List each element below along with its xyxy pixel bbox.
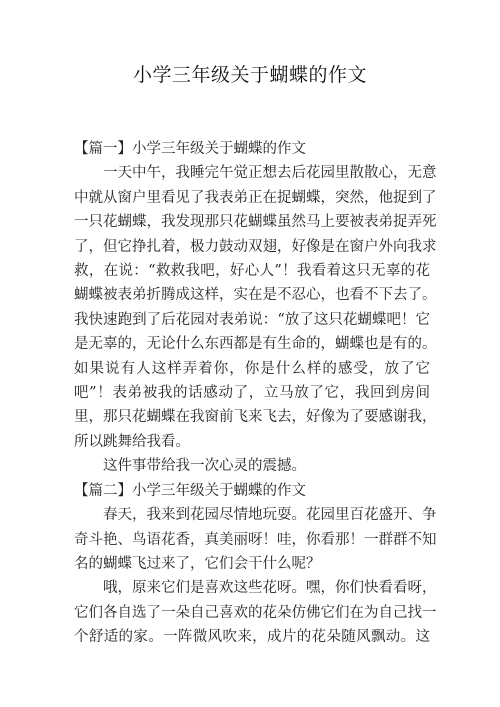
text-line: 奇斗艳、鸟语花香，真美丽呀！哇，你看那！一群群不知	[74, 531, 437, 548]
text-line: 吧”！表弟被我的话感动了，立马放了它，我回到房间	[74, 385, 430, 402]
paragraph	[74, 454, 430, 478]
text-line: 这件事带给我一次心灵的震撼。	[103, 458, 306, 475]
document-body	[74, 137, 437, 650]
text-line: 了，但它挣扎着，极力鼓动双翅，好像是在窗户外向我求	[74, 238, 437, 255]
text-line: 如果说有人这样弄着你，你是什么样的感受，放了它	[74, 360, 430, 377]
paragraph	[74, 503, 437, 576]
text-line: 中就从窗户里看见了我表弟正在捉蝴蝶，突然，他捉到了	[74, 189, 437, 206]
text-line: 我快速跑到了后花园对表弟说：“放了这只花蝴蝶吧！它	[74, 311, 430, 328]
paragraph	[74, 576, 437, 649]
text-line: 哦，原来它们是喜欢这些花呀。嘿，你们快看看呀，	[103, 580, 437, 597]
text-line: 蝴蝶被表弟折腾成这样，实在是不忍心，也看不下去了。	[74, 287, 437, 304]
text-line: 它们各自选了一朵自己喜欢的花朵仿佛它们在为自己找一	[74, 604, 437, 621]
text-line: 一只花蝴蝶，我发现那只花蝴蝶虽然马上要被表弟捉弄死	[74, 214, 437, 231]
section-header: 【篇二】小学三年级关于蝴蝶的作文	[74, 482, 306, 499]
text-line: 所以跳舞给我看。	[74, 433, 190, 450]
text-line: 春天，我来到花园尽情地玩耍。花园里百花盛开、争	[103, 507, 437, 524]
text-line: 个舒适的家。一阵微风吹来，成片的花朵随风飘动。这	[74, 629, 430, 646]
text-line: 救，在说：“救救我吧，好心人”！我看着这只无辜的花	[74, 263, 430, 280]
text-line: 一天中午，我睡完午觉正想去后花园里散散心，无意	[103, 165, 437, 182]
document-title: 小学三年级关于蝴蝶的作文	[132, 64, 367, 86]
paragraph	[74, 161, 437, 454]
text-line: 名的蝴蝶飞过来了，它们会干什么呢？	[74, 555, 321, 572]
section-header: 【篇一】小学三年级关于蝴蝶的作文	[74, 141, 306, 157]
text-line: 是无辜的，无论什么东西都是有生命的，蝴蝶也是有的。	[74, 336, 437, 353]
text-line: 里，那只花蝴蝶在我窗前飞来飞去，好像为了要感谢我，	[74, 409, 437, 426]
